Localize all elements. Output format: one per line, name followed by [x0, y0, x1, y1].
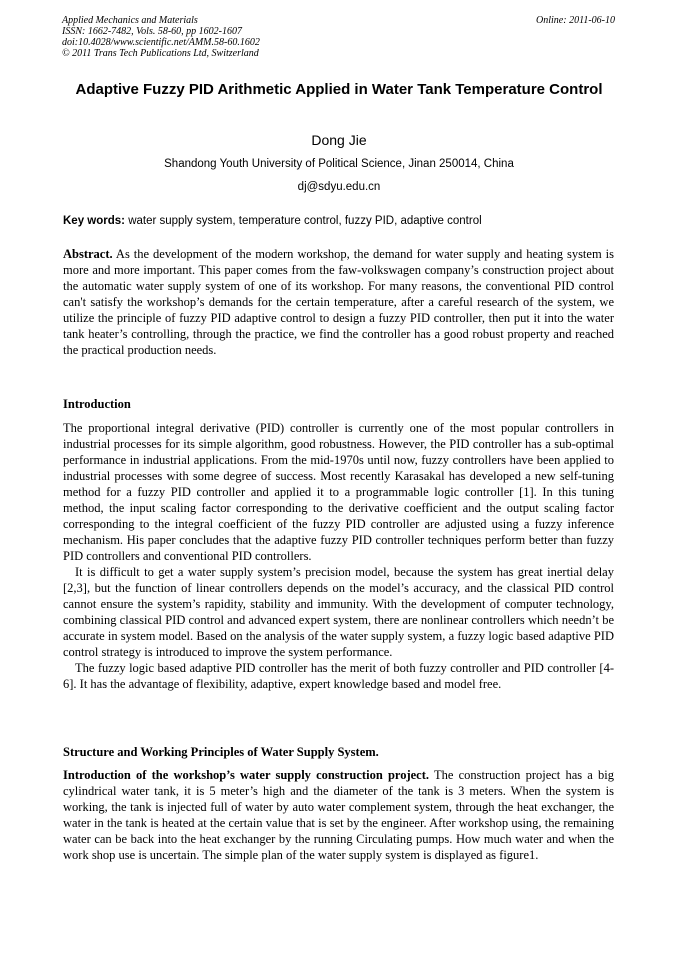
author-name: Dong Jie	[311, 132, 367, 148]
structure-body	[63, 767, 614, 863]
keywords	[63, 214, 623, 228]
doi-line: doi:10.4028/www.scientific.net/AMM.58-60.1602	[62, 37, 260, 48]
structure-subheading: Introduction of the workshop’s water supply construction project.	[63, 768, 430, 782]
introduction-paragraph: The fuzzy logic based adaptive PID controller has the merit of both fuzzy controller and PID controller [4-6]. It has the advantage of flexibility, adaptive, expert knowledge based and model free.	[63, 661, 614, 691]
introduction-body	[63, 420, 614, 692]
author-affiliation: Shandong Youth University of Political Science, Jinan 250014, China	[164, 158, 514, 170]
abstract-label: Abstract.	[63, 247, 113, 261]
journal-metadata	[62, 15, 260, 59]
online-date: Online: 2011-06-10	[536, 15, 615, 26]
keywords-text: water supply system, temperature control, fuzzy PID, adaptive control	[125, 215, 482, 227]
abstract	[63, 246, 614, 358]
journal-name: Applied Mechanics and Materials	[62, 15, 198, 26]
introduction-paragraph: It is difficult to get a water supply system’s precision model, because the system has great inertial delay [2,3], but the function of linear controllers depends on the model’s accuracy, and the classical PID control cannot ensure the system’s rapidity, stability and immunity. With the development of computer technology, combining classical PID control and advanced expert system, there are nonlinear controllers which needn’t be accurate in system model. Based on the analysis of the water supply system, a fuzzy logic based adaptive PID control strategy is introduced to improve the system performance.	[63, 565, 614, 659]
copyright-line: © 2011 Trans Tech Publications Ltd, Switzerland	[62, 48, 259, 59]
structure-heading: Structure and Working Principles of Water Supply System.	[63, 745, 379, 759]
introduction-heading: Introduction	[63, 397, 131, 411]
structure-text: The construction project has a big cylindrical water tank, it is 5 meter’s high and the diameter of the tank is 3 meters. When the system is working, the tank is injected full of water by auto water complement system, through the heat exchanger, the water in the tank is heated at the certain value that is set by the engineer. After workshop using, the remaining water can be back into the heat exchanger by the running Circulating pumps. How much water and when the work shop use is uncertain. The simple plan of the water supply system is displayed as figure1.	[63, 768, 615, 862]
keywords-label: Key words:	[63, 215, 125, 227]
introduction-paragraph: The proportional integral derivative (PID) controller is currently one of the most popular controllers in industrial processes for its simple algorithm, good robustness. However, the PID controller has a sub-optimal performance in industrial applications. From the mid-1970s until now, fuzzy controllers have been applied to industrial processes with some degree of success. Most recently Karasakal has developed a new self-tuning method for a fuzzy PID controller and applied it to a programmable logic controller [1]. In this tuning method, the input scaling factor corresponding to the derivative coefficient and the output scaling factor corresponding to the integral coefficient of the fuzzy PID controller are adjusted using a fuzzy inference mechanism. His paper concludes that the adaptive fuzzy PID controller techniques perform better than fuzzy PID controllers and conventional PID controllers.	[63, 421, 614, 563]
abstract-text: As the development of the modern workshop, the demand for water supply and heating system is more and more important. This paper comes from the faw-volkswagen company’s construction project about the automatic water supply system of one of its workshop. For many reasons, the conventional PID control can't satisfy the workshop’s demands for the certain temperature, after a careful research of the system, we utilize the principle of fuzzy PID adaptive control to design a fuzzy PID controller, then put it into the water tank heater’s controlling, through the practice, we find the controller has a good robust property and reached the practical production needs.	[63, 247, 614, 357]
issn-line: ISSN: 1662-7482, Vols. 58-60, pp 1602-1607	[62, 26, 242, 37]
paper-title: Adaptive Fuzzy PID Arithmetic Applied in Water Tank Temperature Control	[75, 81, 603, 98]
author-email[interactable]: dj@sdyu.edu.cn	[297, 181, 381, 193]
